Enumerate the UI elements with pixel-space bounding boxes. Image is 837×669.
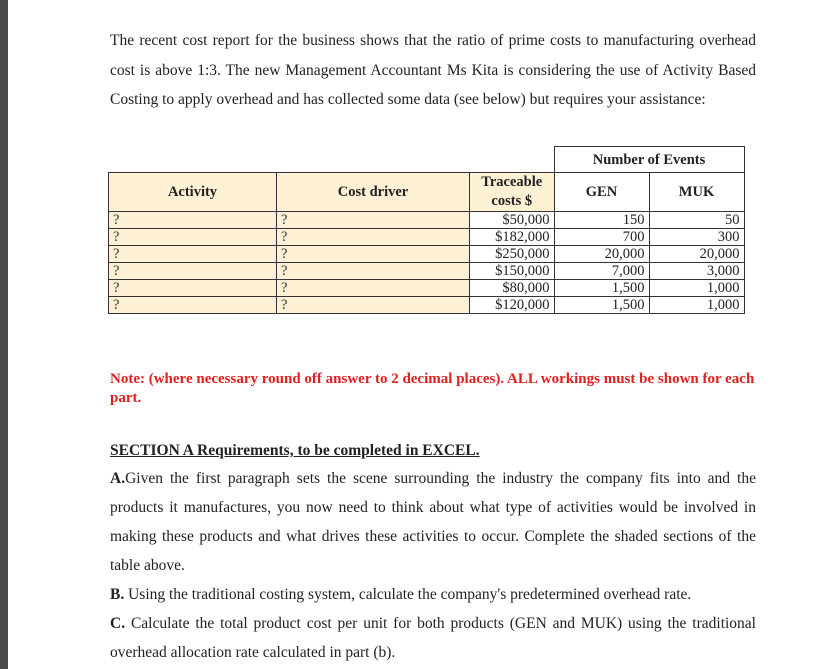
requirement-c xyxy=(110,609,756,667)
activity-cell: ? xyxy=(109,246,277,263)
activity-cell: ? xyxy=(109,297,277,314)
traceable-cost-cell: $150,000 xyxy=(470,263,555,280)
gen-events-cell: 20,000 xyxy=(554,246,649,263)
muk-header: MUK xyxy=(649,173,744,212)
requirement-a-label: A. xyxy=(110,470,126,487)
rounding-note: Note: (where necessary round off answer to 2 decimal places). ALL workings must be shown for each part. xyxy=(110,371,755,406)
cost-driver-cell: ? xyxy=(277,229,470,246)
cost-driver-cell: ? xyxy=(277,263,470,280)
cost-driver-cell: ? xyxy=(277,246,470,263)
activity-header: Activity xyxy=(109,173,277,212)
cost-driver-header: Cost driver xyxy=(277,173,470,212)
traceable-costs-header: Traceable costs $ xyxy=(470,173,555,212)
requirement-b-text: Using the traditional costing system, calculate the company's predetermined overhead rate. xyxy=(128,586,692,603)
gen-events-cell: 150 xyxy=(554,212,649,229)
traceable-cost-cell: $120,000 xyxy=(470,297,555,314)
activity-cell: ? xyxy=(109,229,277,246)
left-edge-bar xyxy=(0,0,8,669)
muk-events-cell: 3,000 xyxy=(649,263,744,280)
abc-data-table xyxy=(108,146,745,314)
requirement-c-label: C. xyxy=(110,615,126,632)
table-row xyxy=(109,212,745,229)
activity-cell: ? xyxy=(109,280,277,297)
table-row xyxy=(109,229,745,246)
requirement-b-label: B. xyxy=(110,586,125,603)
table-row xyxy=(109,246,745,263)
table-header-row xyxy=(109,173,745,212)
requirement-c-text: Calculate the total product cost per unit for both products (GEN and MUK) using the traditional overhead allocation rate calculated in part (b). xyxy=(110,615,756,661)
requirement-b xyxy=(110,580,756,609)
activity-cell: ? xyxy=(109,212,277,229)
activity-cell: ? xyxy=(109,263,277,280)
traceable-cost-cell: $50,000 xyxy=(470,212,555,229)
muk-events-cell: 300 xyxy=(649,229,744,246)
traceable-cost-cell: $182,000 xyxy=(470,229,555,246)
traceable-cost-cell: $250,000 xyxy=(470,246,555,263)
intro-paragraph: The recent cost report for the business shows that the ratio of prime costs to manufacturing overhead cost is above 1:3. The new Management Accountant Ms Kita is considering the use of Activity Based Costing to apply overhead and has collected some data (see below) but requires your assistance: xyxy=(110,32,756,108)
requirement-a xyxy=(110,464,756,580)
traceable-cost-cell: $80,000 xyxy=(470,280,555,297)
muk-events-cell: 50 xyxy=(649,212,744,229)
muk-events-cell: 20,000 xyxy=(649,246,744,263)
section-a xyxy=(110,438,756,667)
cost-driver-cell: ? xyxy=(277,297,470,314)
cost-driver-cell: ? xyxy=(277,212,470,229)
muk-events-cell: 1,000 xyxy=(649,280,744,297)
cost-driver-cell: ? xyxy=(277,280,470,297)
number-of-events-header: Number of Events xyxy=(554,147,744,173)
gen-header: GEN xyxy=(554,173,649,212)
gen-events-cell: 1,500 xyxy=(554,280,649,297)
gen-events-cell: 7,000 xyxy=(554,263,649,280)
requirement-a-text: Given the first paragraph sets the scene surrounding the industry the company fits into and the products it manufactures, you now need to think about what type of activities would be involved in making these products and what drives these activities to occur. Complete the shaded sections of the table above. xyxy=(110,470,756,574)
section-a-heading: SECTION A Requirements, to be completed in EXCEL. xyxy=(110,442,480,459)
gen-events-cell: 700 xyxy=(554,229,649,246)
table-row xyxy=(109,297,745,314)
table-group-header-row xyxy=(109,147,745,173)
muk-events-cell: 1,000 xyxy=(649,297,744,314)
gen-events-cell: 1,500 xyxy=(554,297,649,314)
table-row xyxy=(109,263,745,280)
table-row xyxy=(109,280,745,297)
